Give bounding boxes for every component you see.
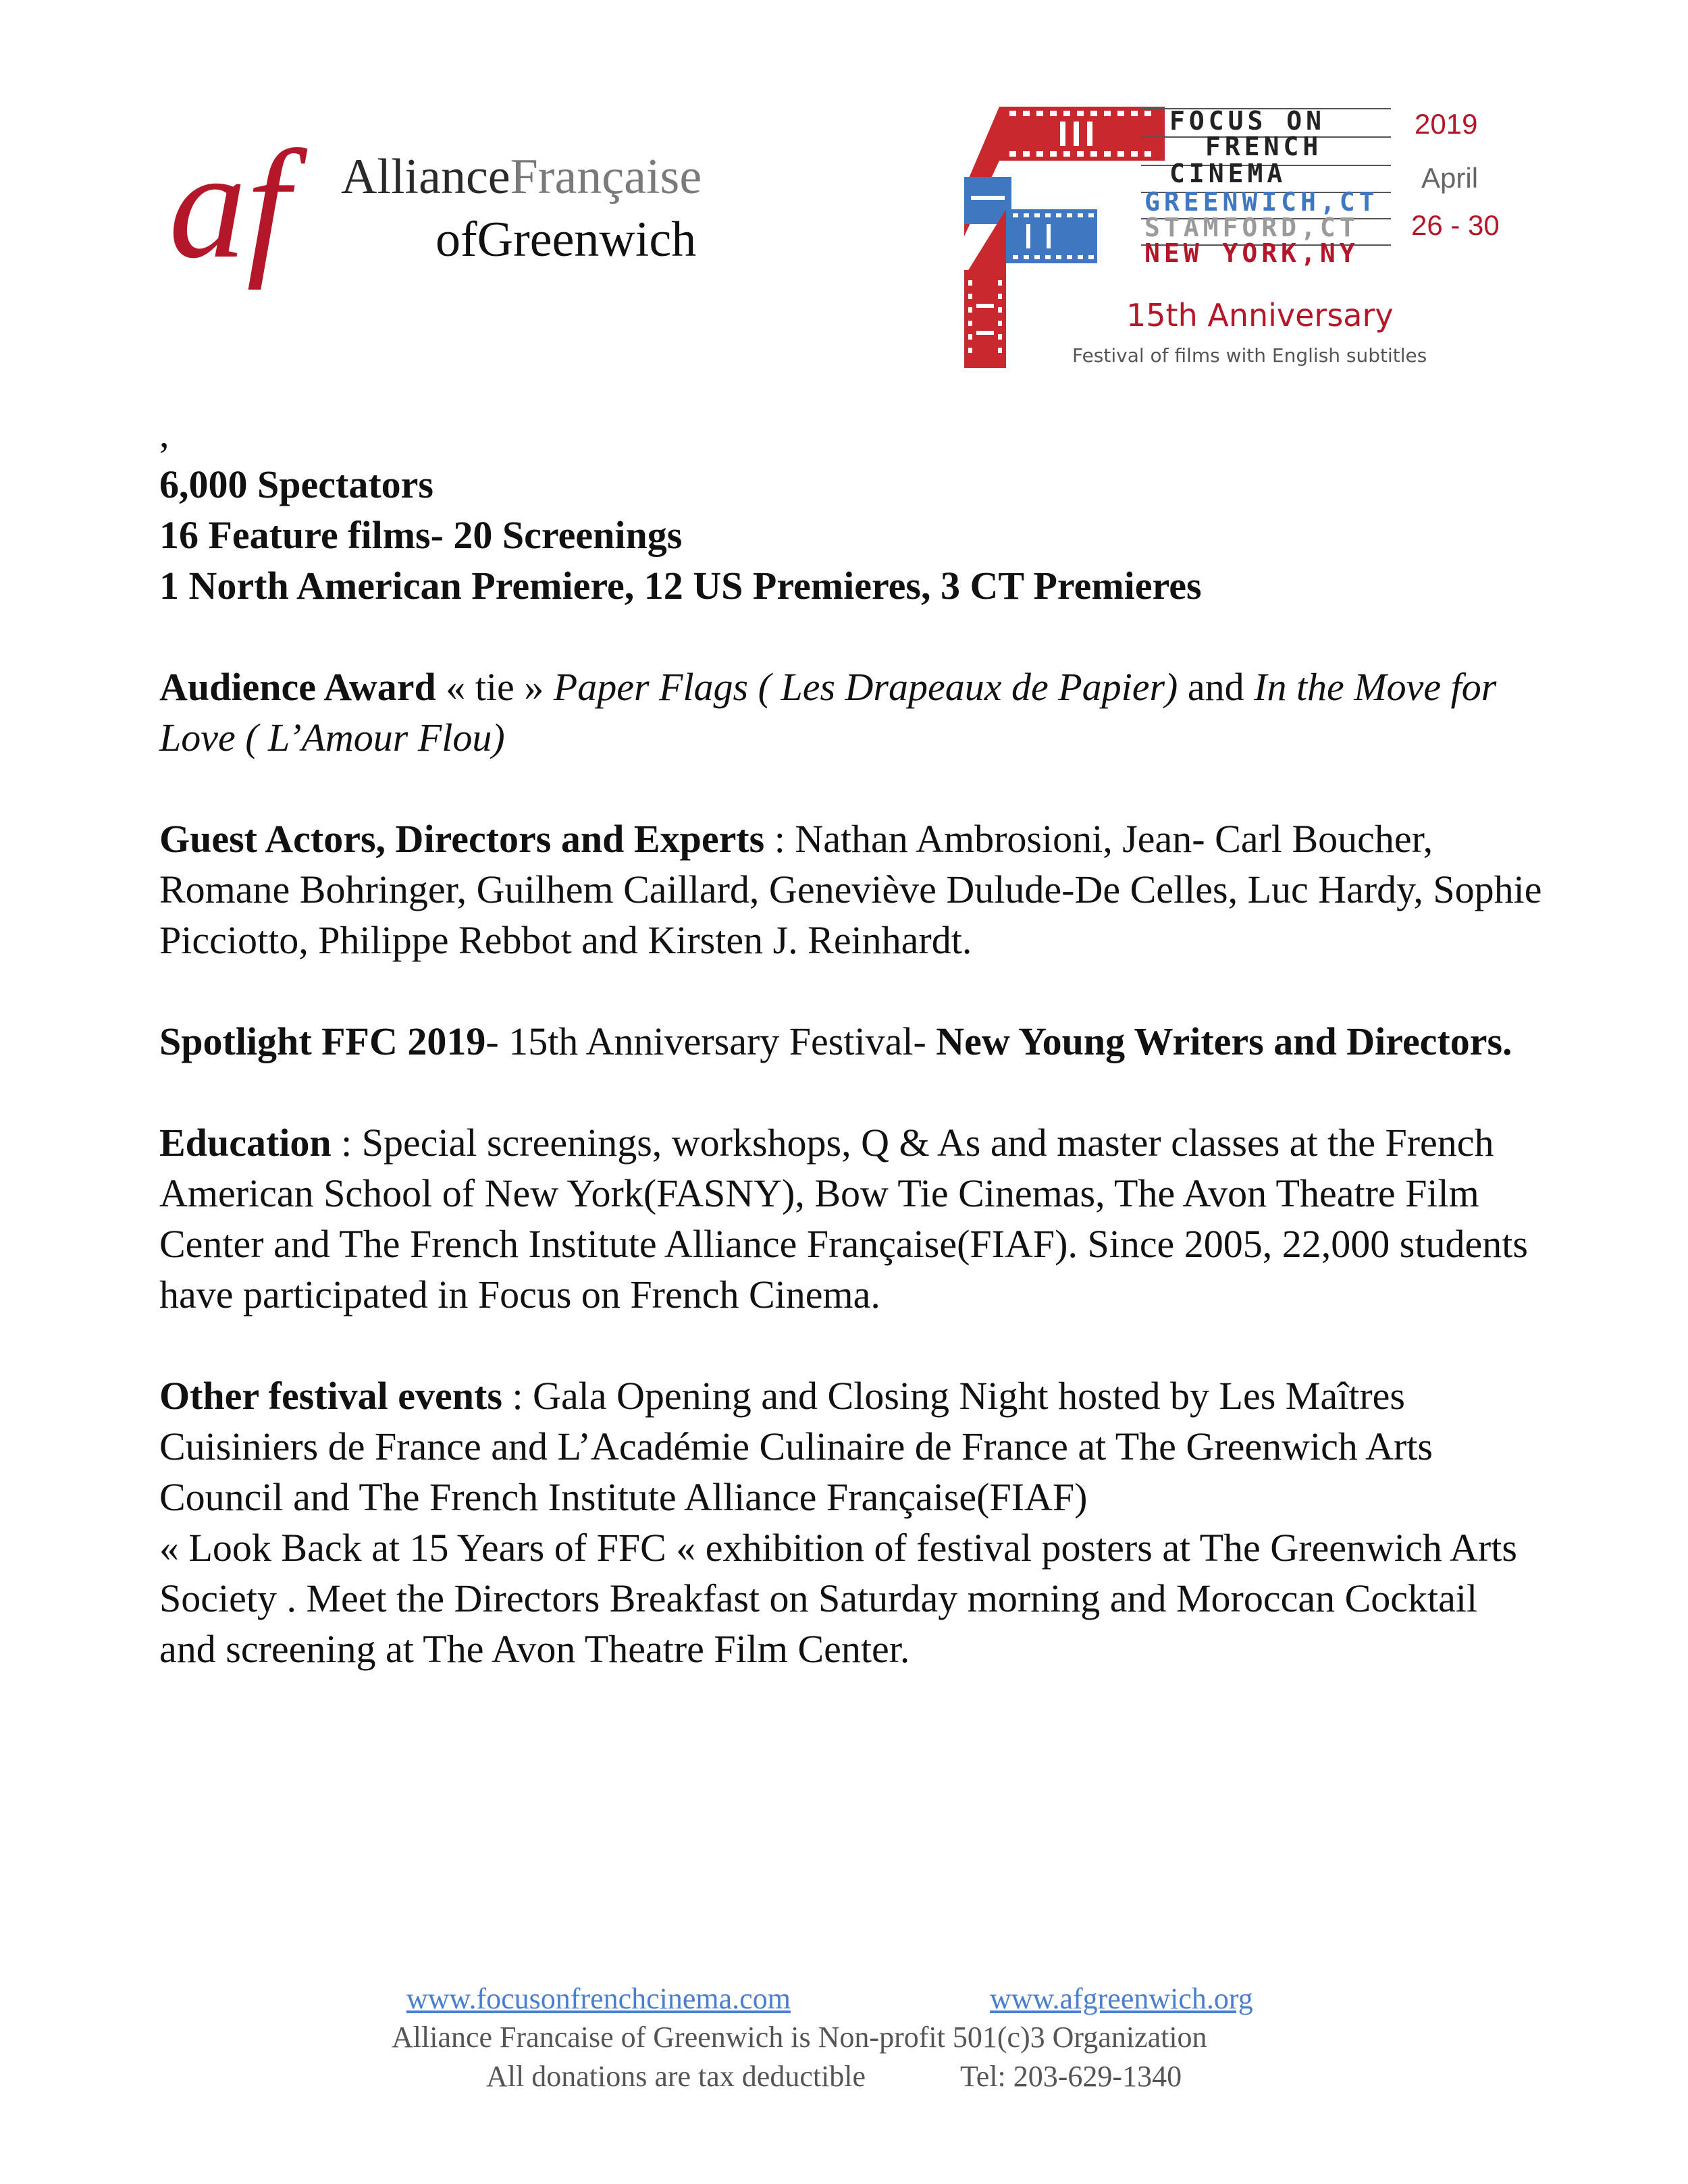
spotlight-paragraph [159, 1016, 1544, 1067]
af-name-greenwich: Greenwich [477, 212, 697, 267]
spotlight-middle: - 15th Anniversary Festival- [485, 1019, 937, 1063]
ffc-city-stamford: STAMFORD,CT [1144, 213, 1359, 242]
footer-nonprofit: Alliance Francaise of Greenwich is Non-profit 501(c)3 Organization [392, 2021, 1207, 2054]
ffc-month: April [1421, 162, 1479, 194]
audience-award-label: Audience Award [159, 665, 436, 709]
footer-tax: All donations are tax deductible [486, 2060, 866, 2093]
guests-paragraph [159, 814, 1544, 965]
audience-film1: Paper Flags ( Les Drapeaux de Papier) [553, 665, 1178, 709]
audience-and: and [1178, 665, 1255, 709]
footer-link-ffc[interactable]: www.focusonfrenchcinema.com [406, 1982, 791, 2015]
af-name-francaise: Française [510, 149, 702, 205]
spotlight-theme: New Young Writers and Directors. [936, 1019, 1512, 1063]
stat-spectators: 6,000 Spectators [159, 462, 433, 506]
footer-phone: Tel: 203-629-1340 [960, 2060, 1182, 2093]
ffc-title-line3: CINEMA [1169, 159, 1287, 188]
guests-text: : Nathan Ambrosioni, Jean- Carl Boucher, Romane Bohringer, Guilhem Caillard, Geneviève Dulude-De Celles, Luc Hardy, Sophie Picciotto, Philippe Rebbot and Kirsten J. Reinhardt. [159, 817, 1542, 962]
af-name-alliance: Alliance [341, 149, 510, 205]
ffc-subtitle: Festival of films with English subtitles [1072, 344, 1427, 367]
events-label: Other festival events [159, 1374, 502, 1418]
audience-film2: In the Move for Love ( L’Amour Flou) [159, 665, 1497, 760]
education-text: : Special screenings, workshops, Q & As and master classes at the French American School of New York(FASNY), Bow Tie Cinemas, The Avon Theatre Film Center and The French Institute Alliance Française(FIAF). Since 2005, 22,000 students have participated in Focus on French Cinema. [159, 1121, 1528, 1316]
events-paragraph [159, 1370, 1544, 1522]
footer-link-af[interactable]: www.afgreenwich.org [990, 1982, 1253, 2015]
ffc-city-newyork: NEW YORK,NY [1144, 238, 1359, 268]
spotlight-label: Spotlight FFC 2019 [159, 1019, 486, 1063]
education-paragraph [159, 1117, 1544, 1320]
af-name-of: of [436, 212, 477, 267]
af-name-line1 [341, 149, 702, 205]
audience-tie: « tie » [436, 665, 554, 709]
events-paragraph-continued: « Look Back at 15 Years of FFC « exhibition of festival posters at The Greenwich Arts Society . Meet the Directors Breakfast on Saturday morning and Moroccan Cocktail and screening at The Avon Theatre Film Center. [159, 1526, 1517, 1671]
education-label: Education [159, 1121, 332, 1165]
af-name-line2 [436, 212, 697, 267]
stray-comma: , [159, 412, 169, 456]
audience-award-paragraph [159, 662, 1544, 763]
footer-link-ffc-wrap [406, 1981, 791, 2016]
ffc-title-line1: FOCUS ON [1169, 106, 1326, 136]
guests-label: Guest Actors, Directors and Experts [159, 817, 765, 861]
footer-link-af-wrap [990, 1981, 1253, 2016]
events-text1: : Gala Opening and Closing Night hosted by Les Maîtres Cuisiniers de France and L’Académie Culinaire de France at The Greenwich Arts Council and The French Institute Alliance Française(FIAF) [159, 1374, 1433, 1519]
af-logo-icon [169, 128, 324, 304]
stat-premieres: 1 North American Premiere, 12 US Premieres, 3 CT Premieres [159, 564, 1202, 608]
af-logo-glyph: af [169, 128, 290, 290]
ffc-anniversary: 15th Anniversary [1126, 297, 1394, 334]
ffc-title-line2: FRENCH [1205, 132, 1323, 161]
ffc-year: 2019 [1415, 108, 1478, 140]
ffc-city-greenwich: GREENWICH,CT [1144, 187, 1379, 217]
ffc-dates: 26 - 30 [1411, 209, 1500, 241]
main-content [159, 408, 1544, 1674]
stat-films: 16 Feature films- 20 Screenings [159, 513, 683, 557]
